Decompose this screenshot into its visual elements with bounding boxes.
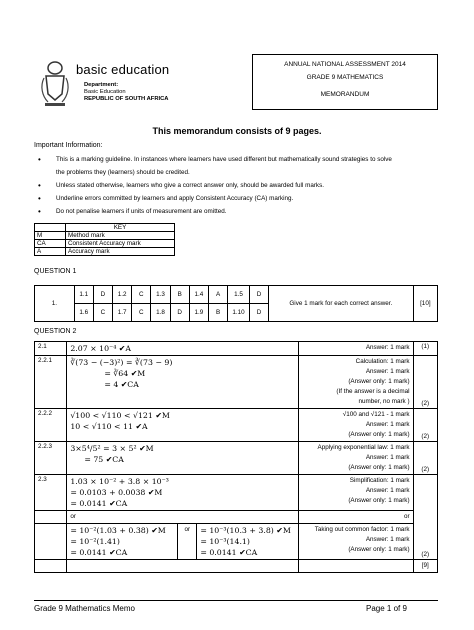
exam-subject: GRADE 9 MATHEMATICS [306,74,384,81]
table-row [35,356,438,409]
important-information [34,142,444,218]
question-number: 2.1 [35,342,67,356]
marks-total: (2) [413,409,437,442]
key-title: KEY [66,224,175,232]
working-line: 10 < √110 < 11 ✔A [70,422,148,431]
answer-cell: B [208,304,227,322]
table-row [35,560,438,573]
answer-cell: D [170,304,189,322]
table-row [35,409,438,442]
working-line: = 10⁻³(10.3 + 3.8) ✔M [200,526,291,535]
answer-cell: 1.2 [113,286,132,304]
marks-line: Calculation: 1 mark [355,358,410,365]
key-code: CA [35,240,66,248]
marks-line: Answer: 1 mark [365,421,410,428]
question-2-table [34,341,438,573]
marks-line: √100 and √121 - 1 mark [342,411,410,418]
key-code: M [35,232,66,240]
answer-cell: 1.7 [113,304,132,322]
question-1-total: [10] [413,286,437,322]
brand-name: basic education [76,62,170,77]
marks-line: (If the answer is a decimal [336,388,410,395]
marks-total: (2) [413,356,437,409]
question-1-table [34,285,438,322]
marks-note [298,442,413,475]
department-label: Department: [84,82,119,88]
marks-line: (Answer only: 1 mark) [348,378,410,385]
marks-total: (2) [413,475,437,560]
working-line: = ∛64 ✔M [104,369,146,378]
coat-of-arms-icon [40,58,70,108]
working-line: 1.03 × 10⁻² + 3.8 × 10⁻³ [70,477,169,486]
table-row [35,232,175,240]
table-row [35,524,438,560]
marks-note [298,409,413,442]
marks-note: Answer: 1 mark [298,342,413,356]
marks-line: Simplification: 1 mark [349,477,410,484]
key-desc: Accuracy mark [66,248,175,256]
answer-cell: 1.1 [74,286,93,304]
marks-line: Taking out common factor: 1 mark [314,526,410,533]
working-line: 3×5⁴/5² = 3 × 5² ✔M [70,444,154,453]
info-heading: Important Information: [34,142,103,149]
working-line: = 0.0103 + 0.0038 ✔M [70,488,163,497]
working [67,409,298,442]
working-line: = 0.0141 ✔CA [200,548,258,557]
working: 2.07 × 10⁻⁴ ✔A [67,342,298,356]
answer-cell: 1.8 [151,304,170,322]
working [67,475,298,511]
marks-note [298,356,413,409]
question-number: 2.2.2 [35,409,67,442]
working-line: = 10⁻³(14.1) [200,537,250,546]
footer-title: Grade 9 Mathematics Memo [34,604,135,613]
question-number: 2.2.3 [35,442,67,475]
or-label: or [298,511,413,524]
working [67,442,298,475]
page-count-heading: This memorandum consists of 9 pages. [152,126,322,136]
answer-cell: D [249,286,268,304]
page-number: Page 1 of 9 [366,604,407,613]
answer-cell: D [93,286,112,304]
answer-cell: 1.9 [189,304,208,322]
or-label: or [67,511,298,524]
key-code: A [35,248,66,256]
question-1-note: Give 1 mark for each correct answer. [269,286,414,322]
marks-line: Applying exponential law: 1 mark [317,444,410,451]
answer-cell: 1.10 [228,304,250,322]
working [67,356,298,409]
working-line: = 0.0141 ✔CA [70,548,128,557]
marks-line: (Answer only: 1 mark) [348,464,410,471]
working-line: = 75 ✔CA [84,455,124,464]
department-logo [40,58,210,110]
table-row [35,511,438,524]
working-line: = 4 ✔CA [104,380,139,389]
marks-line: Answer: 1 mark [365,487,410,494]
question-1-label: QUESTION 1 [34,268,77,275]
marks-line: Answer: 1 mark [365,368,410,375]
footer-divider [34,600,438,601]
question-number: 2.2.1 [35,356,67,409]
answer-cell: C [93,304,112,322]
info-bullet: • Underline errors committed by learners and apply Consistent Accuracy (CA) marking. [34,192,444,205]
info-bullet: • Do not penalise learners if units of measurement are omitted. [34,205,444,218]
exam-title-box [252,54,438,110]
marks-line: number, no mark ) [358,398,410,405]
table-row [35,475,438,511]
marks-note [298,475,413,511]
answer-cell: C [132,304,151,322]
info-bullet-continuation: the problems they (learners) should be credited. [56,169,190,176]
table-row [35,240,175,248]
department-name: Basic Education [84,89,126,95]
answer-cell: C [132,286,151,304]
country-name: REPUBLIC OF SOUTH AFRICA [84,96,169,102]
marks-line: (Answer only: 1 mark) [348,431,410,438]
marks-line: Answer: 1 mark [365,454,410,461]
marks-total: (1) [413,342,437,356]
marks-note [298,524,413,560]
question-number: 1. [35,286,75,322]
answer-cell: 1.5 [228,286,250,304]
question-2-total: [9] [413,560,437,573]
answer-cell: 1.4 [189,286,208,304]
marks-total: (2) [413,442,437,475]
table-row [35,286,438,304]
alternative-workings [67,524,298,560]
info-bullet: • Unless stated otherwise, learners who give a correct answer only, should be awarded full marks. [34,179,444,192]
question-2-label: QUESTION 2 [34,328,77,335]
exam-doc-type: MEMORANDUM [320,91,370,98]
table-row [35,248,175,256]
working-line: = 10⁻²(1.03 + 0.38) ✔M [70,526,166,535]
or-label: or [178,524,197,559]
working-line: = 10⁻²(1.41) [70,537,120,546]
answer-cell: D [249,304,268,322]
marks-line: (Answer only: 1 mark) [348,497,410,504]
key-table [34,223,175,256]
table-row [35,342,438,356]
table-row [35,442,438,475]
marks-line: (Answer only: 1 mark) [348,546,410,553]
key-desc: Consistent Accuracy mark [66,240,175,248]
info-bullet: • This is a marking guideline. In instances where learners have used different but mathematically sound strategies to solve [34,153,444,166]
answer-cell: A [208,286,227,304]
answer-cell: B [170,286,189,304]
marks-line: Answer: 1 mark [365,536,410,543]
exam-title: ANNUAL NATIONAL ASSESSMENT 2014 [284,61,406,68]
answer-cell: 1.6 [74,304,93,322]
working-line: = 0.0141 ✔CA [70,499,128,508]
working-line: ∛(73 − (−3)²) = ∛(73 − 9) [70,358,173,367]
answer-cell: 1.3 [151,286,170,304]
working-line: √100 < √110 < √121 ✔M [70,411,170,420]
question-number: 2.3 [35,475,67,511]
key-desc: Method mark [66,232,175,240]
